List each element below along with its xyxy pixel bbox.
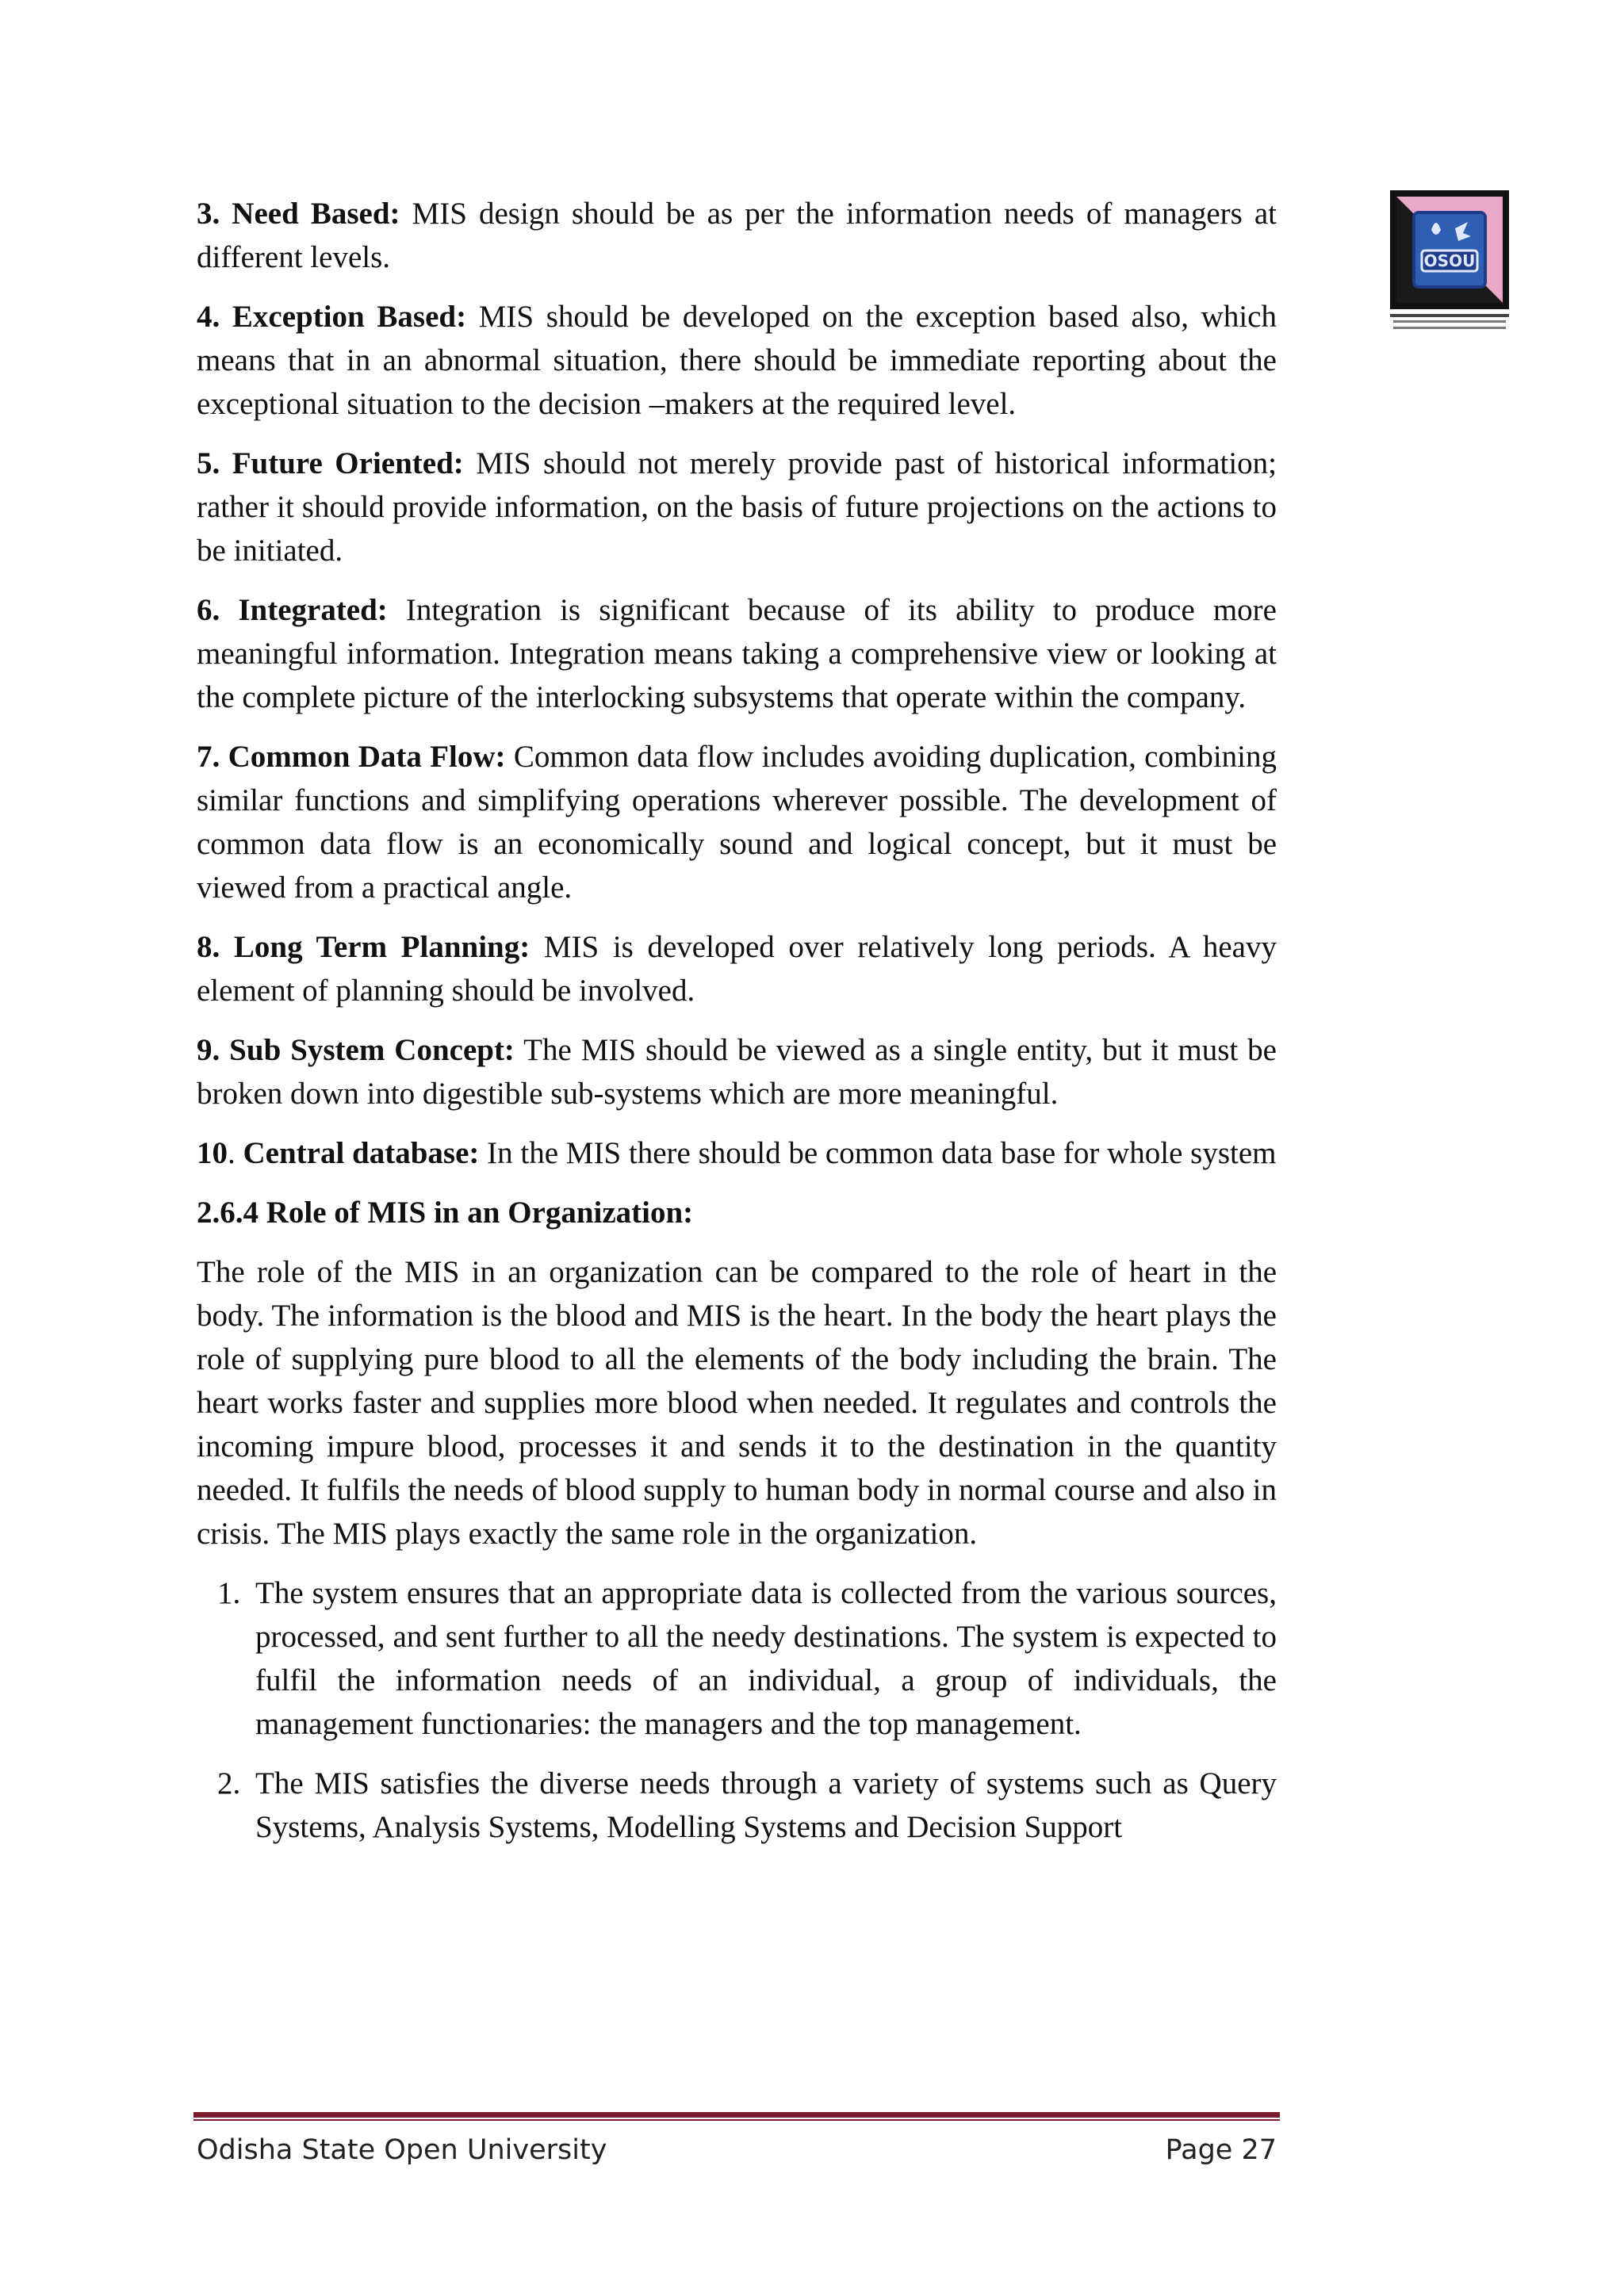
para-text: In the MIS there should be common data base for whole system <box>479 1136 1277 1170</box>
para-title: 6. Integrated: <box>197 593 388 627</box>
para-separator: . <box>228 1136 243 1170</box>
university-logo <box>1390 190 1509 335</box>
paragraph-common-data-flow <box>197 735 1277 909</box>
para-text: MIS should not merely provide past of historical information; rather it should provide information, on the basis of future projections on the actions to be initiated. <box>197 446 1277 568</box>
footer-divider <box>193 2112 1280 2122</box>
paragraph-long-term-planning <box>197 925 1277 1012</box>
para-text: The MIS should be viewed as a single entity, but it must be broken down into digestible sub-systems which are more meaningful. <box>197 1033 1277 1111</box>
list-text: The MIS satisfies the diverse needs through a variety of systems such as Query Systems, Analysis Systems, Modelling Systems and Decision Support <box>255 1766 1277 1844</box>
para-title: 3. Need Based: <box>197 197 400 231</box>
logo-text: OSOU <box>1423 251 1476 270</box>
paragraph-central-database <box>197 1131 1277 1175</box>
footer-divider-thick <box>193 2112 1280 2118</box>
paragraph-future-oriented <box>197 442 1277 572</box>
paragraph-sub-system-concept <box>197 1028 1277 1115</box>
list-number: 2. <box>217 1766 241 1800</box>
page-body <box>197 192 1277 1865</box>
paragraph-exception-based <box>197 295 1277 426</box>
para-number: 10 <box>197 1136 228 1170</box>
footer-divider-thin <box>193 2119 1280 2121</box>
list-text: The system ensures that an appropriate data is collected from the various sources, processed, and sent further to all the needy destinations. The system is expected to fulfil the information needs of an individual, a group of individuals, the management functionaries: the managers and the top management. <box>255 1576 1277 1741</box>
para-title: 5. Future Oriented: <box>197 446 464 480</box>
para-text: MIS is developed over relatively long periods. A heavy element of planning should be involved. <box>197 930 1277 1008</box>
para-title: 9. Sub System Concept: <box>197 1033 515 1067</box>
para-title: 4. Exception Based: <box>197 300 467 334</box>
para-title: Central database: <box>243 1136 480 1170</box>
para-text: Integration is significant because of its ability to produce more meaningful information. Integration means taking a comprehensive view or looking at the complete picture of the interlocking subsystems that operate within the company. <box>197 593 1277 714</box>
para-text: Common data flow includes avoiding duplication, combining similar functions and simplifying operations wherever possible. The development of common data flow is an economically sound and logical concept, but it must be viewed from a practical angle. <box>197 740 1277 905</box>
footer-page-number: Page 27 <box>1165 2134 1277 2166</box>
list-item <box>197 1762 1277 1849</box>
section-heading: 2.6.4 Role of MIS in an Organization: <box>197 1196 694 1230</box>
para-text: MIS design should be as per the information needs of managers at different levels. <box>197 197 1277 274</box>
footer-university-name: Odisha State Open University <box>197 2134 607 2166</box>
intro-paragraph: The role of the MIS in an organization can be compared to the role of heart in the body. The information is the blood and MIS is the heart. In the body the heart plays the role of supplying pure blood to all the elements of the body including the brain. The heart works faster and supplies more blood when needed. It regulates and controls the incoming impure blood, processes it and sends it to the destination in the quantity needed. It fulfils the needs of blood supply to human body in normal course and also in crisis. The MIS plays exactly the same role in the organization. <box>197 1255 1277 1551</box>
para-title: 7. Common Data Flow: <box>197 740 506 774</box>
list-item <box>197 1571 1277 1746</box>
paragraph-need-based <box>197 192 1277 279</box>
para-text: MIS should be developed on the exception based also, which means that in an abnormal situation, there should be immediate reporting about the exceptional situation to the decision –makers at the required level. <box>197 300 1277 421</box>
paragraph-integrated <box>197 588 1277 719</box>
para-title: 8. Long Term Planning: <box>197 930 530 964</box>
role-list <box>197 1571 1277 1849</box>
list-number: 1. <box>217 1576 241 1610</box>
